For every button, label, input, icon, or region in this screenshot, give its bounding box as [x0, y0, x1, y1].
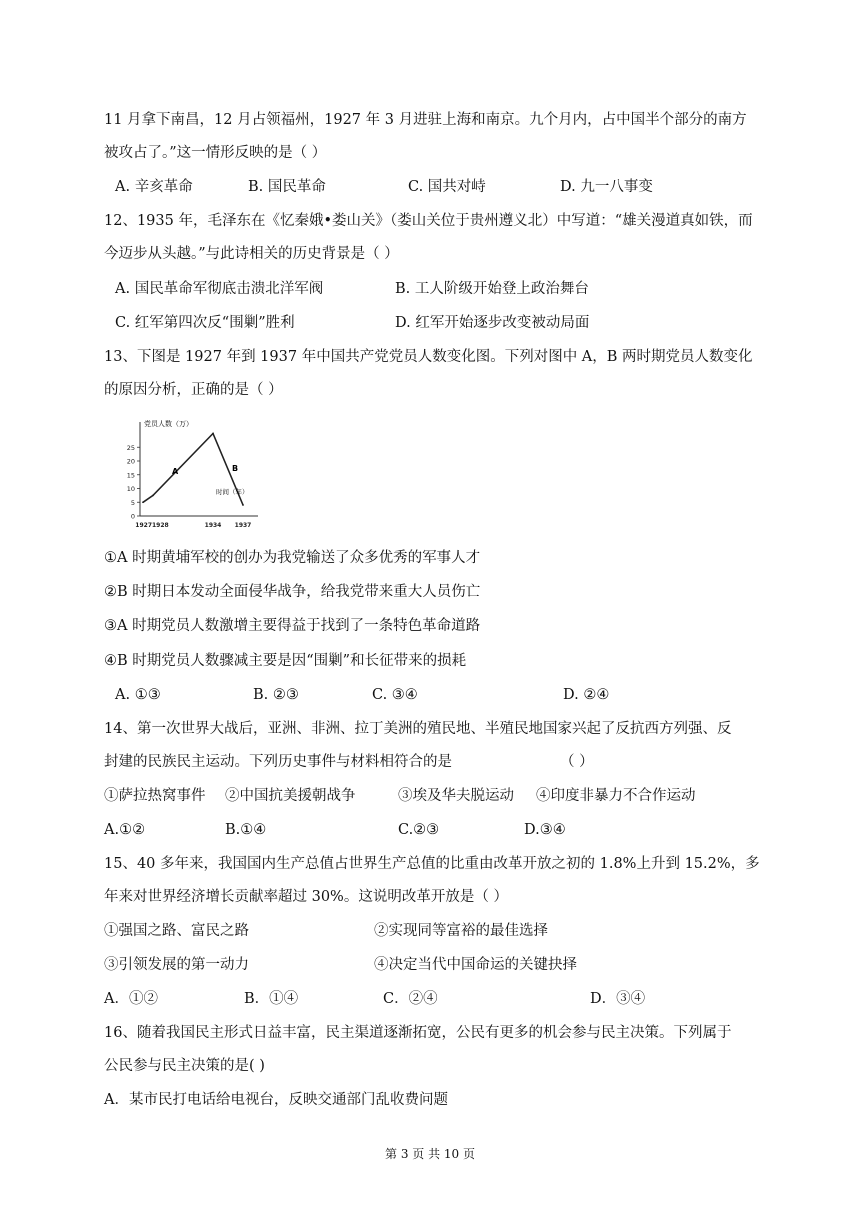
q13-option-b: B. ②③: [253, 687, 299, 703]
chart-y-tick-label: 0: [130, 512, 135, 521]
q14-stem-line-2: 封建的民族民主运动。下列历史事件与材料相符合的是: [104, 754, 452, 770]
page-footer: 第 3 页 共 10 页: [385, 1147, 475, 1161]
q12-option-c: C. 红军第四次反“围剿”胜利: [115, 315, 295, 331]
q13-option-d: D. ②④: [563, 687, 610, 703]
q14-option-c: C.②③: [398, 822, 440, 838]
q13-statement-4: ④B 时期党员人数骤减主要是因“围剿”和长征带来的损耗: [104, 653, 467, 669]
q15-statement-1: ①强国之路、富民之路: [104, 923, 249, 939]
q16-option-a: A．某市民打电话给电视台，反映交通部门乱收费问题: [104, 1092, 448, 1108]
chart-x-tick-label: 1937: [234, 522, 252, 529]
q15-option-b: B．①④: [244, 991, 299, 1007]
q11-stem-line-2: 被攻占了。”这一情形反映的是（ ）: [104, 145, 327, 161]
chart-data-point: [142, 501, 144, 503]
q13-statement-3: ③A 时期党员人数激增主要得益于找到了一条特色革命道路: [104, 618, 481, 634]
q12-option-a: A. 国民革命军彻底击溃北洋军阀: [115, 281, 324, 297]
q14-answer-bracket: （ ）: [560, 754, 594, 770]
q14-statement-2: ②中国抗美援朝战争: [225, 788, 356, 804]
chart-x-tick-label: 1934: [204, 522, 222, 529]
q11-option-a: A. 辛亥革命: [115, 179, 193, 195]
q14-stem-line-1: 14、第一次世界大战后，亚洲、非洲、拉丁美洲的殖民地、半殖民地国家兴起了反抗西方列强、反: [104, 721, 732, 737]
q13-stem-line-2: 的原因分析，正确的是（ ）: [104, 382, 283, 398]
q13-statement-1: ①A 时期黄埔军校的创办为我党输送了众多优秀的军事人才: [104, 550, 481, 566]
party-membership-chart: [104, 412, 264, 537]
q13-stem-line-1: 13、下图是 1927 年到 1937 年中国共产党党员人数变化图。下列对图中 A，B 两时期党员人数变化: [104, 349, 753, 365]
chart-axes: [140, 422, 258, 516]
chart-data-point: [212, 433, 214, 435]
q15-statement-2: ②实现同等富裕的最佳选择: [374, 923, 548, 939]
q14-option-b: B.①④: [225, 822, 267, 838]
q11-option-c: C. 国共对峙: [408, 179, 486, 195]
q14-statement-3: ③埃及华夫脱运动: [398, 788, 514, 804]
q15-statement-4: ④决定当代中国命运的关键抉择: [374, 957, 577, 973]
q15-option-d: D．③④: [590, 991, 646, 1007]
q14-statement-1: ①萨拉热窝事件: [104, 788, 206, 804]
q11-stem-line-1: 11 月拿下南昌，12 月占领福州，1927 年 3 月进驻上海和南京。九个月内，占中国半个部分的南方: [104, 112, 747, 128]
chart-x-tick-label: 19271928: [135, 522, 169, 529]
q11-option-d: D. 九一八事变: [560, 179, 653, 195]
q12-option-d: D. 红军开始逐步改变被动局面: [395, 315, 590, 331]
chart-annotation-a: A: [172, 467, 179, 476]
q15-option-c: C．②④: [383, 991, 438, 1007]
chart-data-point: [152, 494, 154, 496]
q11-option-b: B. 国民革命: [248, 179, 326, 195]
chart-y-tick-label: 5: [130, 498, 135, 507]
q14-statement-4: ④印度非暴力不合作运动: [536, 788, 696, 804]
chart-annotation-b: B: [232, 464, 239, 473]
q14-option-d: D.③④: [524, 822, 566, 838]
chart-y-tick-label: 10: [126, 485, 135, 493]
q15-stem-line-2: 年来对世界经济增长贡献率超过 30%。这说明改革开放是（ ）: [104, 889, 508, 905]
chart-y-tick-label: 15: [126, 471, 135, 480]
q15-statement-3: ③引领发展的第一动力: [104, 957, 249, 973]
chart-y-tick-label: 25: [126, 443, 135, 452]
q15-option-a: A．①②: [104, 991, 158, 1007]
q12-option-b: B. 工人阶级开始登上政治舞台: [395, 281, 589, 297]
chart-x-label: 时间（年）: [216, 488, 249, 496]
q12-stem-line-2: 今迈步从头越。”与此诗相关的历史背景是（ ）: [104, 246, 399, 262]
q16-stem-line-2: 公民参与民主决策的是( ): [104, 1058, 265, 1074]
chart-y-tick-label: 20: [126, 457, 135, 466]
chart-y-label: 党员人数（万）: [144, 420, 193, 428]
q13-option-a: A. ①③: [115, 687, 161, 703]
q13-statement-2: ②B 时期日本发动全面侵华战争，给我党带来重大人员伤亡: [104, 584, 481, 600]
q14-option-a: A.①②: [104, 822, 146, 838]
q15-stem-line-1: 15、40 多年来，我国国内生产总值占世界生产总值的比重由改革开放之初的 1.8%上升到 15.2%，多: [104, 856, 760, 872]
q13-option-c: C. ③④: [372, 687, 418, 703]
q16-stem-line-1: 16、随着我国民主形式日益丰富，民主渠道逐渐拓宽，公民有更多的机会参与民主决策。下列属于: [104, 1025, 732, 1041]
chart-data-point: [242, 504, 244, 506]
q12-stem-line-1: 12、1935 年，毛泽东在《忆秦娥•娄山关》（娄山关位于贵州遵义北）中写道：“雄关漫道真如铁，而: [104, 213, 753, 229]
